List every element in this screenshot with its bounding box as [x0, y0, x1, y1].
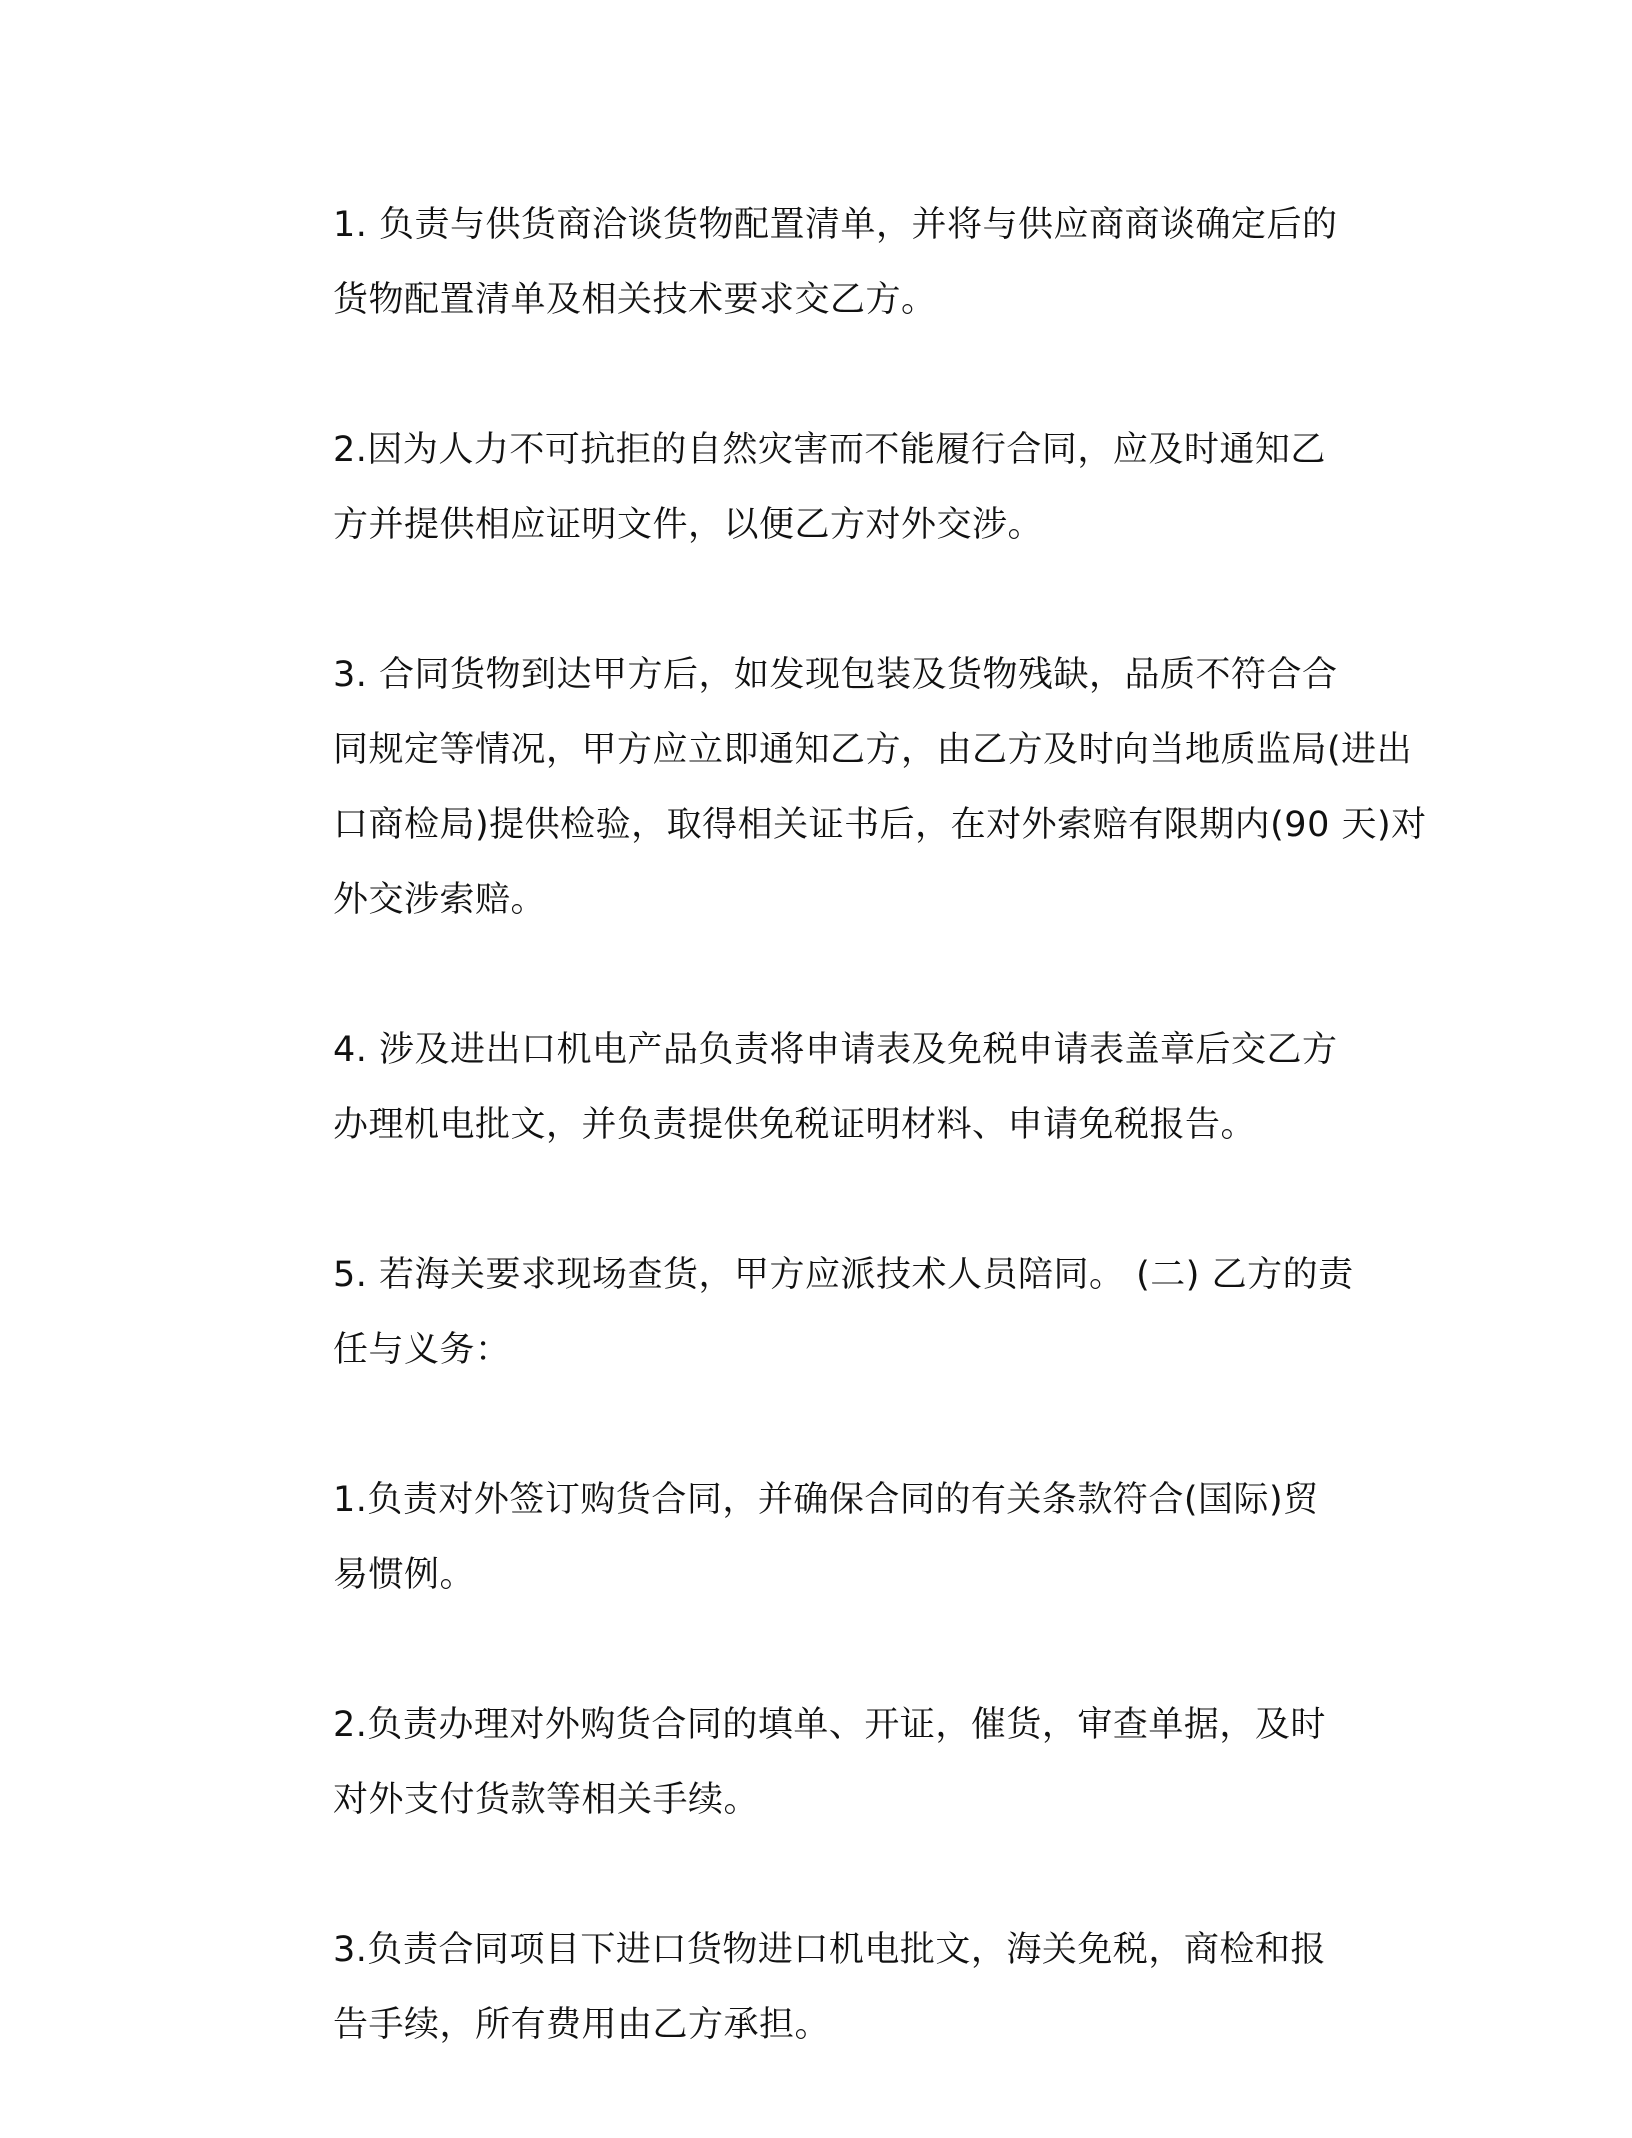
document-body: [240, 188, 1427, 2138]
paragraph-line: 4. 涉及进出口机电产品负责将申请表及免税申请表盖章后交乙方: [333, 1030, 1338, 1070]
paragraph-line: 方并提供相应证明文件，以便乙方对外交涉。: [333, 505, 1044, 545]
paragraph-line: 1. 负责与供货商洽谈货物配置清单，并将与供应商商谈确定后的: [333, 205, 1338, 245]
paragraph-line: 3.负责合同项目下进口货物进口机电批文，海关免税，商检和报: [333, 1930, 1326, 1970]
paragraph-line: 办理机电批文，并负责提供免税证明材料、申请免税报告。: [333, 1105, 1257, 1145]
paragraph-8: [240, 1913, 1380, 2063]
paragraph-3: [240, 638, 1427, 938]
paragraph-line: 3. 合同货物到达甲方后，如发现包装及货物残缺，品质不符合合: [333, 655, 1338, 695]
paragraph-line: 对外支付货款等相关手续。: [333, 1780, 760, 1820]
paragraph-line: 告手续，所有费用由乙方承担。: [333, 2005, 831, 2045]
paragraph-line: 任与义务：: [333, 1330, 511, 1370]
paragraph-7: [240, 1688, 1380, 1838]
paragraph-line: 易惯例。: [333, 1555, 476, 1595]
paragraph-line: 货物配置清单及相关技术要求交乙方。: [333, 280, 937, 320]
paragraph-6: [240, 1463, 1380, 1613]
paragraph-5: [240, 1238, 1380, 1388]
paragraph-line: 同规定等情况，甲方应立即通知乙方，由乙方及时向当地质监局(进出: [333, 730, 1413, 770]
paragraph-line: 口商检局)提供检验，取得相关证书后，在对外索赔有限期内(90 天)对: [333, 805, 1427, 845]
paragraph-1: [240, 188, 1380, 338]
paragraph-line: 2.因为人力不可抗拒的自然灾害而不能履行合同，应及时通知乙: [333, 430, 1326, 470]
paragraph-line: 1.负责对外签订购货合同，并确保合同的有关条款符合(国际)贸: [333, 1480, 1319, 1520]
paragraph-2: [240, 413, 1380, 563]
paragraph-4: [240, 1013, 1380, 1163]
paragraph-line: 2.负责办理对外购货合同的填单、开证，催货，审查单据，及时: [333, 1705, 1326, 1745]
paragraph-line: 外交涉索赔。: [333, 880, 547, 920]
paragraph-line: 5. 若海关要求现场查货，甲方应派技术人员陪同。 (二) 乙方的责: [333, 1255, 1354, 1295]
